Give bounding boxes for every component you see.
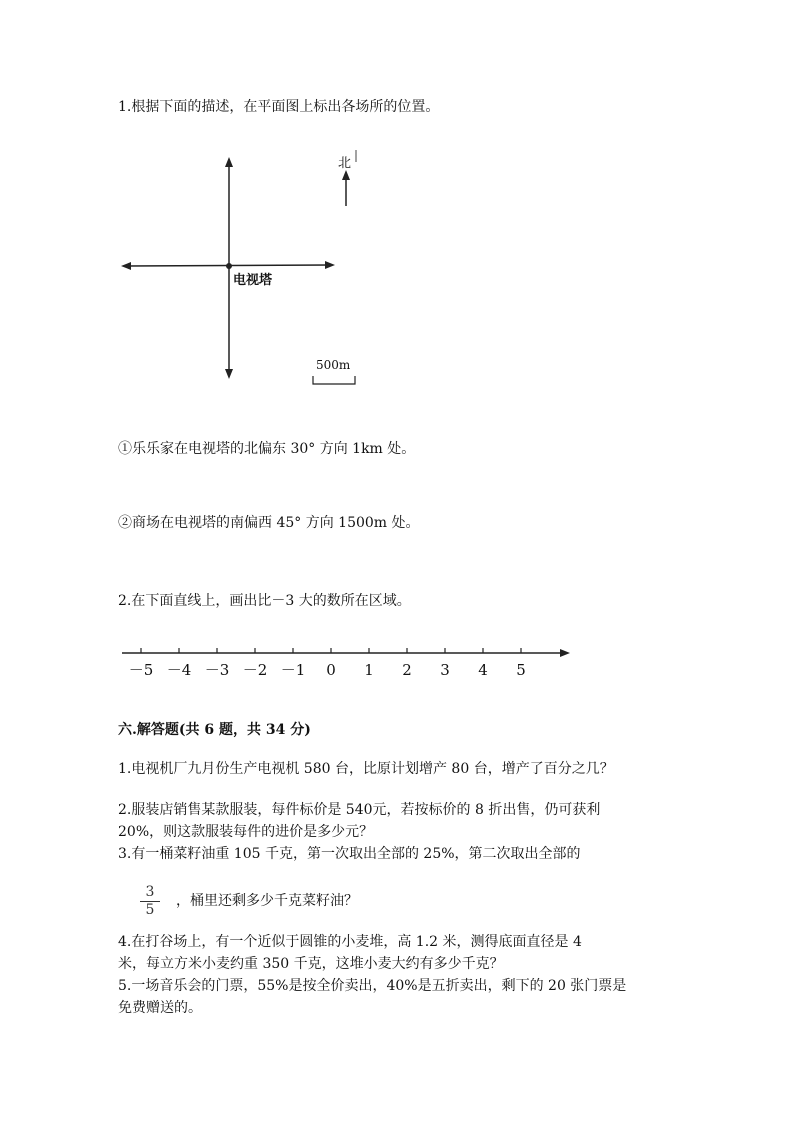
fraction-three-fifths xyxy=(140,884,160,919)
problem-3-line-1: 3.有一桶菜籽油重 105 千克，第一次取出全部的 25%，第二次取出全部的 xyxy=(118,846,581,862)
number-line-label: 4 xyxy=(478,661,488,679)
number-line-label: －4 xyxy=(166,661,192,679)
number-line-label: 2 xyxy=(402,661,412,679)
fraction-denominator: 5 xyxy=(145,902,155,918)
question-2-title: 2.在下面直线上，画出比－3 大的数所在区域。 xyxy=(118,593,411,609)
number-line-label: －2 xyxy=(242,661,268,679)
problem-4-line-1: 4.在打谷场上，有一个近似于圆锥的小麦堆，高 1.2 米，测得底面直径是 4 xyxy=(118,934,582,950)
scale-label: 500m xyxy=(316,358,351,372)
problem-3-line-2: ，桶里还剩多少千克菜籽油？ xyxy=(176,893,358,909)
number-line-label: －5 xyxy=(128,661,154,679)
number-line-label: 1 xyxy=(364,661,374,679)
number-line-label: －1 xyxy=(280,661,306,679)
tv-tower-label: 电视塔 xyxy=(233,273,273,288)
question-1-title: 1.根据下面的描述，在平面图上标出各场所的位置。 xyxy=(118,99,440,115)
map-item-2: ②商场在电视塔的南偏西 45° 方向 1500m 处。 xyxy=(118,515,420,531)
number-line-label: 0 xyxy=(326,661,336,679)
section-6-heading: 六.解答题(共 6 题，共 34 分) xyxy=(118,722,311,738)
problem-2-line-2: 20%，则这款服装每件的进价是多少元？ xyxy=(118,824,374,840)
problem-1: 1.电视机厂九月份生产电视机 580 台，比原计划增产 80 台，增产了百分之几？ xyxy=(118,761,614,777)
number-line-label: －3 xyxy=(204,661,230,679)
north-label: 北 xyxy=(338,156,352,171)
number-line-label: 3 xyxy=(440,661,450,679)
map-item-1: ①乐乐家在电视塔的北偏东 30° 方向 1km 处。 xyxy=(118,441,416,457)
arrow-right-icon xyxy=(560,649,570,657)
problem-5-line-2: 免费赠送的。 xyxy=(118,1000,202,1016)
problem-4-line-2: 米，每立方米小麦约重 350 千克，这堆小麦大约有多少千克？ xyxy=(118,956,504,972)
problem-2-line-1: 2.服装店销售某款服装，每件标价是 540元，若按标价的 8 折出售，仍可获利 xyxy=(118,802,601,818)
problem-5-line-1: 5.一场音乐会的门票，55%是按全价卖出，40%是五折卖出，剩下的 20 张门票是 xyxy=(118,978,627,994)
number-line-label: 5 xyxy=(516,661,526,679)
fraction-numerator: 3 xyxy=(140,884,160,902)
